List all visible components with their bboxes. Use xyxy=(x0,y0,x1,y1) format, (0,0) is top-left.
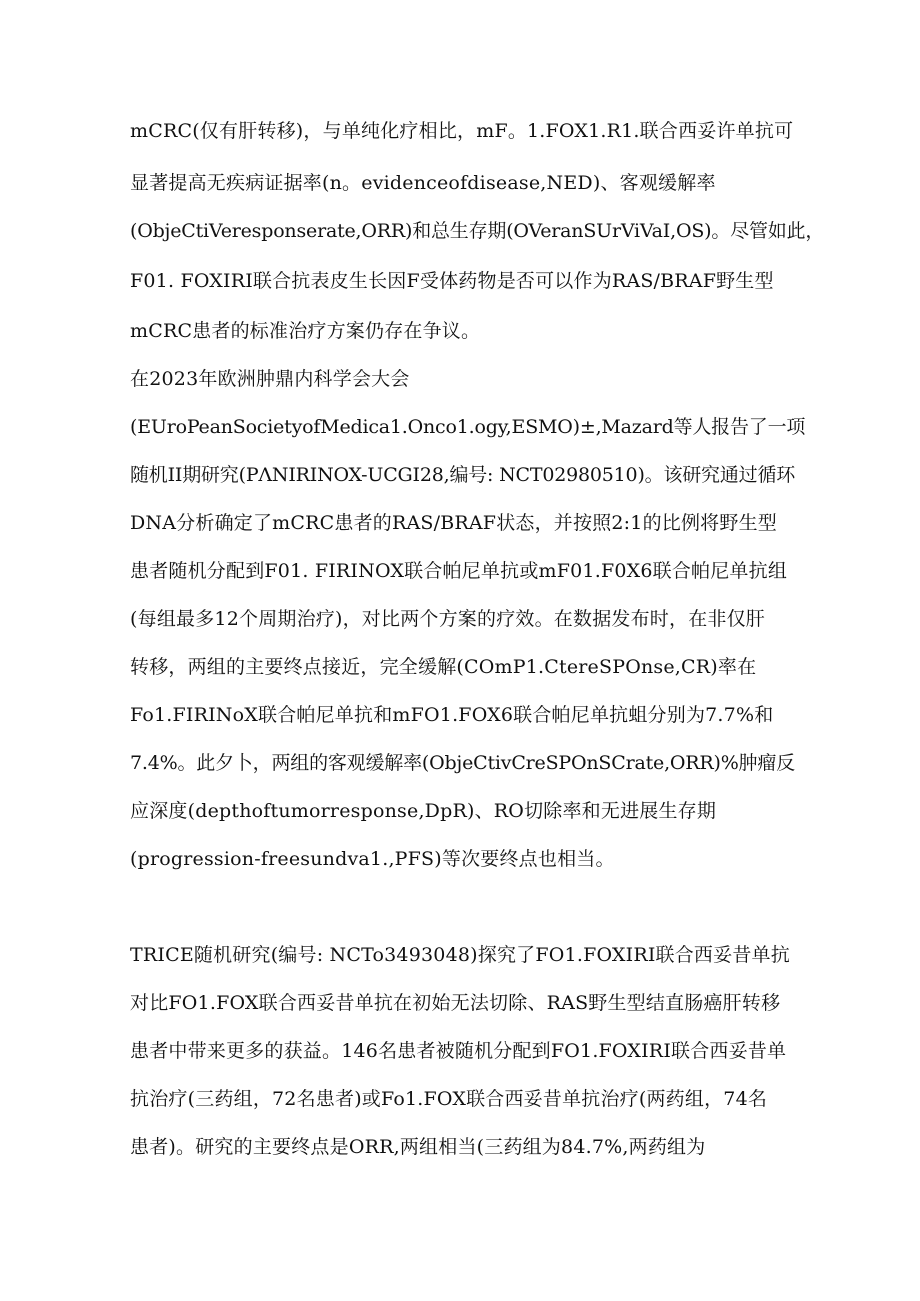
text-line: TRICE随机研究(编号: NCTo3493048)探究了FO1.FOXIRI联合西妥昔单抗 xyxy=(130,944,790,966)
text-line: Fo1.FIRINoX联合帕尼单抗和mFO1.FOX6联合帕尼单抗蛆分别为7.7%和 xyxy=(130,704,774,726)
text-line: DNA分析确定了mCRC患者的RAS/BRAF状态，并按照2:1的比例将野生型 xyxy=(130,512,777,534)
text-line: 患者随机分配到F01. FIRINOX联合帕尼单抗或mF01.F0X6联合帕尼单抗组 xyxy=(130,560,788,582)
text-line: 抗治疗(三药组，72名患者)或Fo1.FOX联合西妥昔单抗治疗(两药组，74名 xyxy=(130,1088,768,1110)
text-line: 随机II期研究(PΛNIRINOX-UCGI28,编号: NCT02980510)。该研究通过循环 xyxy=(130,464,796,486)
text-line: (EUroPeanSocietyofMedica1.Onco1.ogy,ESMO)±,Mazard等人报告了一项 xyxy=(130,416,806,438)
text-line: 患者)。研究的主要终点是ORR,两组相当(三药组为84.7%,两药组为 xyxy=(130,1136,706,1158)
text-line: mCRC患者的标准治疗方案仍存在争议。 xyxy=(130,320,481,342)
text-line: 对比FO1.FOX联合西妥昔单抗在初始无法切除、RAS野生型结直肠癌肝转移 xyxy=(130,992,781,1014)
text-line: 应深度(depthoftumorresponse,DpR)、RO切除率和无进展生存期 xyxy=(130,800,717,822)
text-line: 在2023年欧洲肿鼎内科学会大会 xyxy=(130,368,410,390)
text-line: F01. FOXIRI联合抗表皮生长因F受体药物是否可以作为RAS/BRAF野生型 xyxy=(130,270,774,292)
text-line: 显著提高无疾病证据率(n。evidenceofdisease,NED)、客观缓解率 xyxy=(130,172,716,194)
text-line: 转移，两组的主要终点接近，完全缓解(COmP1.CtereSPOnse,CR)率在 xyxy=(130,656,757,678)
text-line: (progression-freesundva1.,PFS)等次要终点也相当。 xyxy=(130,848,615,870)
text-line: 7.4%。此夕卜，两组的客观缓解率(ObjeCtivCreSPOnSCrate,ORR)%肿瘤反 xyxy=(130,752,795,774)
text-line: (ObjeCtiVeresponserate,ORR)和总生存期(OVeranSUrViVaI,OS)。尽管如此， xyxy=(130,220,825,242)
text-line: 患者中带来更多的获益。146名患者被随机分配到FO1.FOXIRI联合西妥昔单 xyxy=(130,1040,787,1062)
text-line: mCRC(仅有肝转移)，与单纯化疗相比，mF。1.FOX1.R1.联合西妥许单抗可 xyxy=(130,120,794,142)
text-line: (每组最多12个周期治疗)，对比两个方案的疗效。在数据发布时，在非仅肝 xyxy=(130,608,766,630)
